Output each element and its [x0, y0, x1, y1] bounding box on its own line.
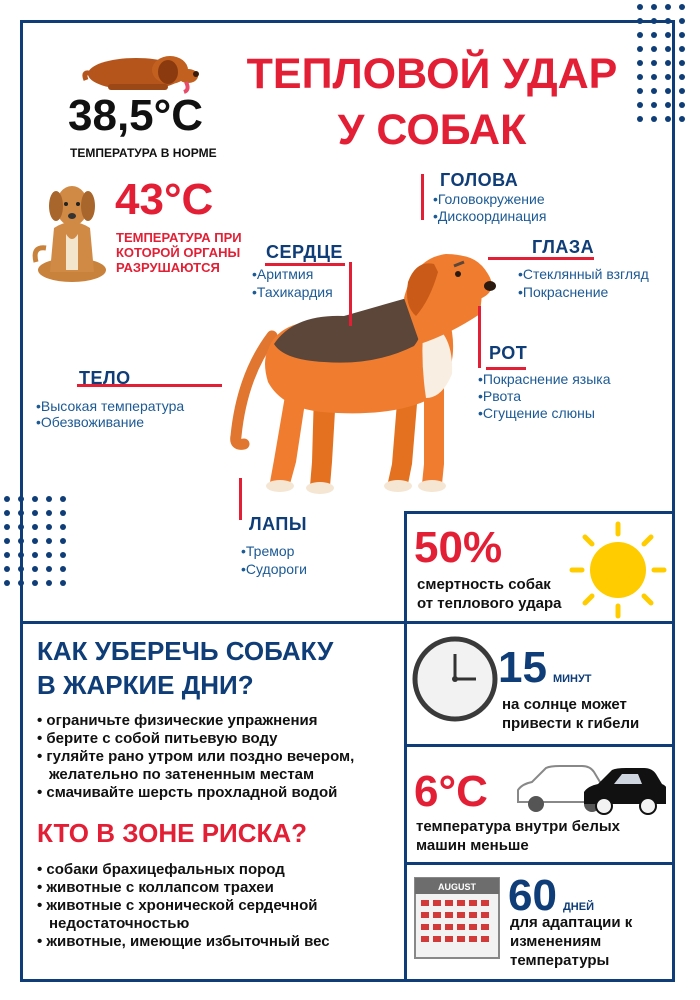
protect-item-3: • гуляйте рано утром или поздно вечером,	[37, 748, 397, 766]
protect-item-3-cont: желательно по затененным местам	[49, 766, 315, 783]
paws-title: ЛАПЫ	[249, 514, 307, 534]
critical-temp-label-1: ТЕМПЕРАТУРА ПРИ	[116, 230, 242, 245]
divider-stat-3	[404, 862, 675, 865]
minutes-line2: привести к гибели	[502, 715, 640, 732]
days-unit: ДНЕЙ	[562, 901, 594, 913]
divider-stat-top	[404, 511, 675, 514]
risk-item-1: • собаки брахицефальных пород	[37, 861, 397, 879]
days-line3: температуры	[510, 952, 610, 969]
risk-item-3: • животные с хронической сердечной	[37, 897, 397, 915]
mouth-item-3: •Сгущение слюны	[478, 405, 595, 421]
normal-temp-value: 38,5°C	[68, 91, 204, 140]
heart-item-2: •Тахикардия	[252, 284, 333, 300]
calendar-month: AUGUST	[438, 882, 476, 892]
normal-temp-label: ТЕМПЕРАТУРА В НОРМЕ	[70, 146, 217, 160]
car-line2: машин меньше	[416, 837, 529, 854]
heart-title: СЕРДЦЕ	[266, 242, 343, 262]
head-connector-v	[421, 174, 424, 220]
minutes-value	[498, 644, 592, 703]
mouth-connector-h	[486, 367, 526, 370]
heart-item-1: •Аритмия	[252, 266, 314, 282]
eyes-title: ГЛАЗА	[532, 237, 595, 257]
protect-item-2: • берите с собой питьевую воду	[37, 730, 397, 748]
risk-item-2: • животные с коллапсом трахеи	[37, 879, 397, 897]
divider-lower-top	[20, 621, 675, 624]
head-item-2: •Дискоординация	[433, 208, 547, 224]
page-title-line1: ТЕПЛОВОЙ УДАР	[246, 50, 618, 98]
mouth-item-2: •Рвота	[478, 388, 522, 404]
eyes-item-2: •Покраснение	[518, 284, 609, 300]
heart-connector-v	[349, 262, 352, 326]
protect-title-1: КАК УБЕРЕЧЬ СОБАКУ	[37, 636, 334, 666]
risk-item-3-cont: недостаточностью	[49, 915, 190, 932]
calendar-icon	[411, 872, 503, 964]
mouth-title: РОТ	[489, 343, 528, 363]
mortality-line1: смертность собак	[417, 576, 551, 593]
sun-icon	[568, 520, 668, 620]
critical-temp-label-3: РАЗРУШАЮТСЯ	[116, 260, 220, 275]
body-item-1: •Высокая температура	[36, 398, 185, 414]
body-title: ТЕЛО	[79, 368, 131, 388]
mortality-line2: от теплового удара	[417, 595, 562, 612]
protect-item-4: • смачивайте шерсть прохладной водой	[37, 784, 397, 802]
minutes-line1: на солнце может	[502, 696, 627, 713]
head-item-1: •Головокружение	[433, 191, 545, 207]
sleeping-dog-icon	[78, 44, 208, 94]
cars-icon	[514, 764, 666, 816]
car-line1: температура внутри белых	[416, 818, 621, 835]
protect-title-2: В ЖАРКИЕ ДНИ?	[37, 670, 254, 700]
minutes-unit: МИНУТ	[552, 673, 592, 685]
body-item-2: •Обезвоживание	[36, 414, 145, 430]
days-line1: для адаптации к	[510, 914, 633, 931]
risk-title: КТО В ЗОНЕ РИСКА?	[37, 818, 308, 848]
mouth-item-1: •Покраснение языка	[478, 371, 611, 387]
clock-icon	[412, 636, 498, 722]
eyes-item-1: •Стеклянный взгляд	[518, 266, 649, 282]
days-number: 60	[508, 871, 557, 920]
paws-item-2: •Судороги	[241, 561, 308, 577]
divider-stat-2	[404, 744, 675, 747]
car-temp-value: 6°C	[414, 767, 488, 816]
protect-list	[37, 712, 397, 802]
critical-temp-value: 43°C	[115, 175, 214, 224]
minutes-number: 15	[498, 643, 547, 692]
protect-item-1: • ограничьте физические упражнения	[37, 712, 397, 730]
risk-list	[37, 861, 397, 951]
risk-item-4: • животные, имеющие избыточный вес	[37, 933, 397, 951]
mouth-connector-v	[478, 306, 481, 368]
paws-connector-v	[239, 478, 242, 520]
sitting-dog-icon	[32, 178, 112, 284]
mortality-value: 50%	[414, 523, 503, 572]
paws-item-1: •Тремор	[241, 543, 295, 559]
head-title: ГОЛОВА	[440, 170, 519, 190]
critical-temp-label-2: КОТОРОЙ ОРГАНЫ	[116, 245, 241, 260]
days-line2: изменениям	[510, 933, 602, 950]
page-title-line2: У СОБАК	[337, 106, 527, 154]
